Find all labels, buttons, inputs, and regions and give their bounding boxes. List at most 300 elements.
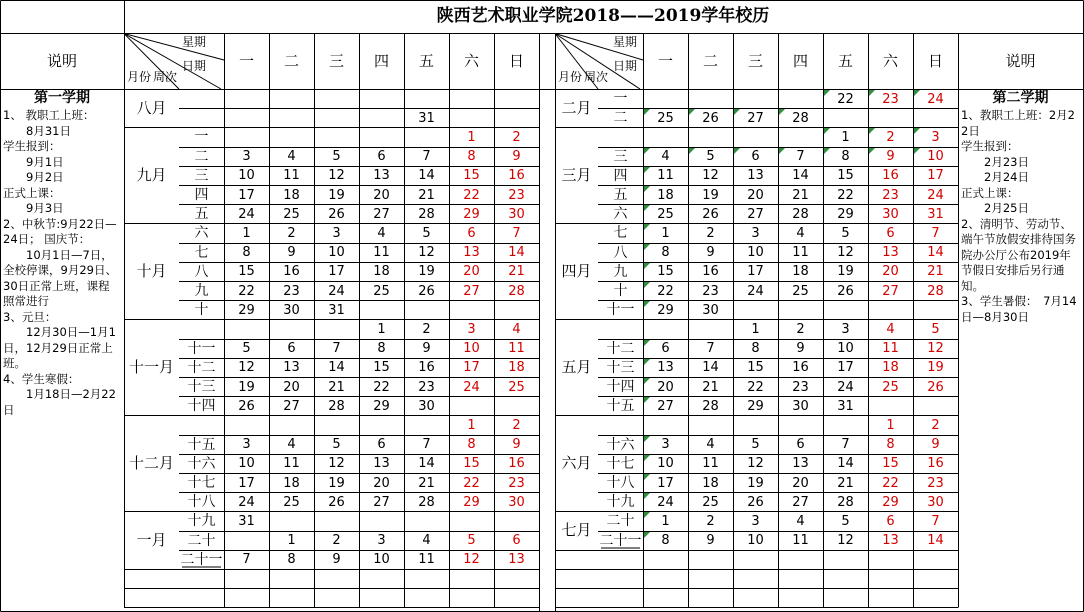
day-2-12-1: 29 (657, 302, 674, 318)
week-label-1-6: 四 (194, 187, 209, 204)
semester-note-line: 2月24日 (961, 170, 1029, 184)
week-label-1-8: 六 (194, 225, 209, 242)
day-1-16-1: 19 (238, 379, 255, 395)
day-1-14-7: 11 (508, 341, 525, 357)
week-label-1-19: 十五 (187, 436, 216, 453)
day-2-4-3: 6 (751, 149, 760, 165)
day-1-6-5: 21 (418, 187, 435, 203)
day-1-14-3: 7 (332, 341, 341, 357)
cell-marker-icon (644, 359, 650, 365)
day-1-20-7: 16 (508, 456, 525, 472)
day-1-20-5: 14 (418, 456, 435, 472)
week-label-2-5: 四 (613, 167, 628, 184)
cell-marker-icon (644, 224, 650, 230)
day-1-8-5: 5 (422, 225, 431, 241)
day-1-22-5: 28 (418, 494, 435, 510)
month-label-1-3: 十月 (136, 261, 167, 280)
day-1-25-6: 12 (463, 552, 480, 568)
week-label-1-5: 三 (194, 167, 209, 184)
week-label-1-3: 一 (194, 129, 209, 146)
day-1-22-3: 26 (328, 494, 345, 510)
week-label-1-14: 十一 (187, 340, 216, 357)
day-1-9-1: 8 (242, 245, 251, 261)
day-1-19-7: 9 (512, 437, 521, 453)
day-2-1-5: 22 (837, 91, 854, 107)
day-1-4-3: 5 (332, 149, 341, 165)
day-2-19-6: 8 (886, 437, 895, 453)
day-2-15-4: 16 (792, 360, 809, 376)
day-2-23-7: 7 (931, 513, 940, 529)
day-2-15-6: 18 (882, 360, 899, 376)
day-2-17-1: 27 (657, 398, 674, 414)
day-2-8-4: 4 (796, 225, 805, 241)
day-1-9-6: 13 (463, 245, 480, 261)
day-2-21-2: 18 (702, 475, 719, 491)
day-1-4-5: 7 (422, 149, 431, 165)
day-2-16-4: 23 (792, 379, 809, 395)
day-1-5-4: 13 (373, 168, 390, 184)
day-2-8-5: 5 (841, 225, 850, 241)
day-2-15-2: 14 (702, 360, 719, 376)
cell-marker-icon (914, 128, 920, 134)
day-2-10-7: 21 (927, 264, 944, 280)
day-2-4-2: 5 (706, 149, 715, 165)
weekday-1-6: 六 (463, 51, 479, 70)
day-2-9-5: 12 (837, 245, 854, 261)
day-2-18-7: 2 (931, 417, 940, 433)
cell-marker-icon (644, 263, 650, 269)
day-2-15-1: 13 (657, 360, 674, 376)
day-1-17-3: 28 (328, 398, 345, 414)
day-1-6-6: 22 (463, 187, 480, 203)
day-2-9-4: 11 (792, 245, 809, 261)
cell-marker-icon (644, 167, 650, 173)
semester-note-line: 1、教职工上班：2月22日 (961, 108, 1075, 138)
day-1-6-3: 19 (328, 187, 345, 203)
week-label-2-14: 十二 (606, 340, 635, 357)
day-1-15-7: 18 (508, 360, 525, 376)
day-2-5-3: 13 (747, 168, 764, 184)
cell-marker-icon (644, 397, 650, 403)
day-1-12-3: 31 (328, 302, 345, 318)
day-2-6-2: 19 (702, 187, 719, 203)
day-2-22-3: 26 (747, 494, 764, 510)
weekday-2-3: 三 (747, 51, 763, 70)
cell-marker-icon (734, 148, 740, 154)
day-1-14-2: 6 (287, 341, 296, 357)
semester-note-line: 2、中秋节:9月22日—24日； 国庆节： (3, 216, 117, 246)
semester-note-line: 4、学生寒假： (3, 371, 80, 386)
day-2-20-4: 13 (792, 456, 809, 472)
day-2-16-7: 26 (927, 379, 944, 395)
day-2-4-1: 4 (661, 149, 670, 165)
day-1-20-3: 12 (328, 456, 345, 472)
weekday-1-5: 五 (418, 51, 434, 70)
day-1-20-1: 10 (238, 456, 255, 472)
weekday-2-5: 五 (837, 51, 853, 70)
day-2-9-6: 13 (882, 245, 899, 261)
day-2-4-4: 7 (796, 149, 805, 165)
semester-notes-title-1: 第一学期 (34, 90, 90, 106)
day-1-10-7: 21 (508, 264, 525, 280)
day-2-8-2: 2 (706, 225, 715, 241)
day-1-4-1: 3 (242, 149, 251, 165)
week-label-2-12: 十一 (606, 302, 635, 319)
day-2-18-6: 1 (886, 417, 895, 433)
day-1-24-6: 5 (467, 533, 476, 549)
header-month-label-1: 月份 (126, 69, 151, 84)
cell-marker-icon (644, 186, 650, 192)
day-1-13-7: 4 (512, 321, 521, 337)
day-2-20-2: 11 (702, 456, 719, 472)
day-2-7-2: 26 (702, 206, 719, 222)
day-1-20-4: 13 (373, 456, 390, 472)
day-1-21-6: 22 (463, 475, 480, 491)
cell-marker-icon (644, 474, 650, 480)
cell-marker-icon (914, 148, 920, 154)
day-2-2-3: 27 (747, 110, 764, 126)
day-2-17-5: 31 (837, 398, 854, 414)
day-1-7-7: 30 (508, 206, 525, 222)
semester-note-line: 2月23日 (961, 154, 1029, 169)
semester-notes-1 (1, 90, 123, 418)
day-1-5-2: 11 (283, 168, 300, 184)
day-1-25-3: 9 (332, 552, 341, 568)
day-2-24-2: 9 (706, 533, 715, 549)
week-label-1-20: 十六 (187, 455, 216, 472)
day-1-24-3: 2 (332, 533, 341, 549)
day-1-10-4: 18 (373, 264, 390, 280)
day-2-24-7: 14 (927, 533, 944, 549)
day-2-5-2: 12 (702, 168, 719, 184)
day-1-5-3: 12 (328, 168, 345, 184)
day-1-6-1: 17 (238, 187, 255, 203)
day-2-17-4: 30 (792, 398, 809, 414)
day-2-22-6: 29 (882, 494, 899, 510)
week-label-1-4: 二 (194, 148, 209, 165)
day-2-19-5: 7 (841, 437, 850, 453)
week-label-2-22: 十九 (606, 494, 635, 511)
day-1-19-4: 6 (377, 437, 386, 453)
day-2-8-3: 3 (751, 225, 760, 241)
day-1-21-2: 18 (283, 475, 300, 491)
week-label-2-21: 十八 (606, 475, 635, 492)
day-2-5-6: 16 (882, 168, 899, 184)
day-1-4-7: 9 (512, 149, 521, 165)
day-1-23-1: 31 (238, 513, 255, 529)
day-1-22-7: 30 (508, 494, 525, 510)
day-2-9-1: 8 (661, 245, 670, 261)
day-2-13-3: 1 (751, 321, 760, 337)
day-2-19-1: 3 (661, 437, 670, 453)
day-2-14-1: 6 (661, 341, 670, 357)
weekday-2-7: 日 (927, 51, 943, 70)
calendar-title: 陕西艺术职业学院2018——2019学年校历 (436, 6, 770, 26)
month-label-2-3: 四月 (561, 261, 592, 280)
day-2-15-5: 17 (837, 360, 854, 376)
day-2-9-2: 9 (706, 245, 715, 261)
cell-marker-icon (644, 282, 650, 288)
day-2-19-4: 6 (796, 437, 805, 453)
weekday-1-2: 二 (283, 51, 299, 70)
cell-marker-icon (689, 148, 695, 154)
week-label-1-21: 十七 (187, 475, 216, 492)
weekday-2-1: 一 (657, 51, 673, 70)
day-1-19-5: 7 (422, 437, 431, 453)
day-2-22-5: 28 (837, 494, 854, 510)
day-2-1-6: 23 (882, 91, 899, 107)
day-1-4-4: 6 (377, 149, 386, 165)
cell-marker-icon (779, 109, 785, 115)
day-2-6-6: 23 (882, 187, 899, 203)
cell-marker-icon (734, 109, 740, 115)
day-1-7-3: 26 (328, 206, 345, 222)
day-2-11-1: 22 (657, 283, 674, 299)
day-1-25-5: 11 (418, 552, 435, 568)
day-2-10-1: 15 (657, 264, 674, 280)
day-1-20-6: 15 (463, 456, 480, 472)
semester-note-line: 学生报到： (961, 139, 1019, 153)
cell-marker-icon (644, 340, 650, 346)
semester-notes-title-2: 第二学期 (992, 90, 1049, 106)
day-2-23-3: 3 (751, 513, 760, 529)
day-2-23-4: 4 (796, 513, 805, 529)
week-label-1-22: 十八 (187, 494, 216, 511)
cell-marker-icon (644, 301, 650, 307)
day-1-9-7: 14 (508, 245, 525, 261)
cell-marker-icon (824, 90, 830, 96)
day-1-3-7: 2 (512, 129, 521, 145)
day-2-11-4: 25 (792, 283, 809, 299)
day-1-18-6: 1 (467, 417, 476, 433)
cell-marker-icon (644, 109, 650, 115)
day-1-13-6: 3 (467, 321, 476, 337)
day-2-11-6: 27 (882, 283, 899, 299)
day-2-10-5: 19 (837, 264, 854, 280)
month-label-2-2: 三月 (561, 165, 592, 184)
day-2-19-7: 9 (931, 437, 940, 453)
day-2-13-5: 3 (841, 321, 850, 337)
cell-marker-icon (869, 128, 875, 134)
day-2-24-3: 10 (747, 533, 764, 549)
day-2-3-6: 2 (886, 129, 895, 145)
cell-marker-icon (869, 90, 875, 96)
week-label-1-9: 七 (194, 244, 209, 261)
day-1-5-6: 15 (463, 168, 480, 184)
day-1-15-1: 12 (238, 360, 255, 376)
day-1-8-1: 1 (242, 225, 251, 241)
week-label-1-23: 十九 (187, 513, 216, 530)
day-1-9-3: 10 (328, 245, 345, 261)
day-2-5-7: 17 (927, 168, 944, 184)
day-1-16-5: 23 (418, 379, 435, 395)
notes-header-label-2: 说明 (1005, 51, 1036, 70)
semester-note-line: 8月31日 (3, 123, 71, 138)
week-label-2-20: 十七 (606, 455, 635, 472)
day-2-22-7: 30 (927, 494, 944, 510)
cell-marker-icon (914, 90, 920, 96)
day-1-25-1: 7 (242, 552, 251, 568)
weekday-2-6: 六 (882, 51, 898, 70)
day-1-11-4: 25 (373, 283, 390, 299)
day-2-9-7: 14 (927, 245, 944, 261)
day-1-16-2: 20 (283, 379, 300, 395)
day-2-3-7: 3 (931, 129, 940, 145)
cell-marker-icon (779, 148, 785, 154)
day-2-11-7: 28 (927, 283, 944, 299)
week-label-2-2: 二 (613, 110, 628, 127)
semester-note-line: 3、学生暑假： 7月14日—8月30日 (961, 294, 1077, 324)
day-1-11-2: 23 (283, 283, 300, 299)
day-2-20-7: 16 (927, 456, 944, 472)
month-label-1-6: 一月 (136, 530, 167, 549)
weekday-1-4: 四 (373, 51, 389, 70)
header-date-label-2: 日期 (612, 58, 637, 73)
day-2-2-2: 26 (702, 110, 719, 126)
day-1-8-7: 7 (512, 225, 521, 241)
week-label-1-17: 十四 (187, 398, 216, 415)
day-2-2-4: 28 (792, 110, 809, 126)
day-1-10-3: 17 (328, 264, 345, 280)
day-1-14-4: 8 (377, 341, 386, 357)
day-2-22-1: 24 (657, 494, 674, 510)
day-2-24-6: 13 (882, 533, 899, 549)
day-1-21-3: 19 (328, 475, 345, 491)
day-2-7-4: 28 (792, 206, 809, 222)
day-2-23-1: 1 (661, 513, 670, 529)
day-1-11-5: 26 (418, 283, 435, 299)
day-2-21-4: 20 (792, 475, 809, 491)
day-2-16-2: 21 (702, 379, 719, 395)
day-1-9-2: 9 (287, 245, 296, 261)
notes-header-label-1: 说明 (46, 51, 77, 70)
day-2-4-7: 10 (927, 149, 944, 165)
day-1-7-2: 25 (283, 206, 300, 222)
semester-note-line: 2、清明节、劳动节、端午节放假安排待国务院办公厅公布2019年节假日安排后另行通知。 (961, 216, 1076, 293)
day-1-14-1: 5 (242, 341, 251, 357)
day-2-12-2: 30 (702, 302, 719, 318)
cell-marker-icon (644, 436, 650, 442)
day-1-18-7: 2 (512, 417, 521, 433)
day-1-24-2: 1 (287, 533, 296, 549)
cell-marker-icon (824, 128, 830, 134)
day-1-19-6: 8 (467, 437, 476, 453)
day-2-7-6: 30 (882, 206, 899, 222)
day-1-22-6: 29 (463, 494, 480, 510)
day-2-20-3: 12 (747, 456, 764, 472)
day-2-5-1: 11 (657, 168, 674, 184)
week-label-2-9: 八 (613, 244, 628, 261)
week-label-2-11: 十 (613, 283, 628, 300)
semester-note-line: 9月3日 (3, 201, 64, 215)
day-2-24-5: 12 (837, 533, 854, 549)
day-2-6-1: 18 (657, 187, 674, 203)
day-1-6-4: 20 (373, 187, 390, 203)
week-label-2-23: 二十 (606, 513, 635, 530)
day-1-22-2: 25 (283, 494, 300, 510)
day-2-7-5: 29 (837, 206, 854, 222)
day-1-22-4: 27 (373, 494, 390, 510)
week-label-1-15: 十二 (187, 359, 216, 376)
semester-note-line: 9月1日 (3, 154, 64, 169)
day-2-24-4: 11 (792, 533, 809, 549)
day-2-4-5: 8 (841, 149, 850, 165)
day-1-21-7: 23 (508, 475, 525, 491)
month-label-1-2: 九月 (136, 165, 167, 184)
week-label-2-6: 五 (613, 187, 628, 204)
week-label-2-16: 十四 (606, 379, 635, 396)
week-label-2-24: 二十一 (599, 532, 642, 549)
day-1-4-2: 4 (287, 149, 296, 165)
day-1-9-5: 12 (418, 245, 435, 261)
day-1-10-5: 19 (418, 264, 435, 280)
day-1-8-3: 3 (332, 225, 341, 241)
day-1-16-3: 21 (328, 379, 345, 395)
semester-note-line: 1月18日—2月22日 (3, 387, 116, 417)
week-label-2-4: 三 (613, 148, 628, 165)
week-label-2-1: 一 (613, 91, 628, 108)
day-1-25-2: 8 (287, 552, 296, 568)
semester-note-line: 正式上课： (961, 185, 1019, 200)
day-1-17-2: 27 (283, 398, 300, 414)
day-1-24-5: 4 (422, 533, 431, 549)
day-2-17-3: 29 (747, 398, 764, 414)
day-1-16-4: 22 (373, 379, 390, 395)
day-2-21-3: 19 (747, 475, 764, 491)
day-1-25-4: 10 (373, 552, 390, 568)
day-2-4-6: 9 (886, 149, 895, 165)
day-2-16-5: 24 (837, 379, 854, 395)
day-2-5-4: 14 (792, 168, 809, 184)
day-2-17-2: 28 (702, 398, 719, 414)
day-2-19-2: 4 (706, 437, 715, 453)
day-2-10-6: 20 (882, 264, 899, 280)
day-2-6-4: 21 (792, 187, 809, 203)
week-label-1-7: 五 (194, 206, 209, 223)
day-1-13-4: 1 (377, 321, 386, 337)
day-2-14-2: 7 (706, 341, 715, 357)
day-2-8-1: 1 (661, 225, 670, 241)
day-2-20-6: 15 (882, 456, 899, 472)
day-2-8-6: 6 (886, 225, 895, 241)
cell-marker-icon (824, 148, 830, 154)
day-1-15-6: 17 (463, 360, 480, 376)
day-2-16-6: 25 (882, 379, 899, 395)
day-2-24-1: 8 (661, 533, 670, 549)
weekday-1-1: 一 (238, 51, 254, 70)
week-label-2-7: 六 (613, 206, 628, 223)
day-1-21-4: 20 (373, 475, 390, 491)
day-2-22-4: 27 (792, 494, 809, 510)
day-1-6-7: 23 (508, 187, 525, 203)
day-1-15-4: 15 (373, 360, 390, 376)
day-1-24-4: 3 (377, 533, 386, 549)
day-1-11-3: 24 (328, 283, 345, 299)
day-1-13-5: 2 (422, 321, 431, 337)
weekday-1-3: 三 (328, 51, 344, 70)
day-1-17-1: 26 (238, 398, 255, 414)
day-1-15-2: 13 (283, 360, 300, 376)
semester-note-line: 2月25日 (961, 201, 1029, 215)
week-label-1-11: 九 (194, 283, 209, 300)
week-label-2-15: 十三 (606, 359, 635, 376)
header-date-label-1: 日期 (181, 58, 206, 73)
day-2-23-2: 2 (706, 513, 715, 529)
day-2-2-1: 25 (657, 110, 674, 126)
day-2-23-6: 6 (886, 513, 895, 529)
semester-note-line: 9月2日 (3, 170, 64, 184)
week-label-1-25: 二十一 (180, 551, 223, 568)
